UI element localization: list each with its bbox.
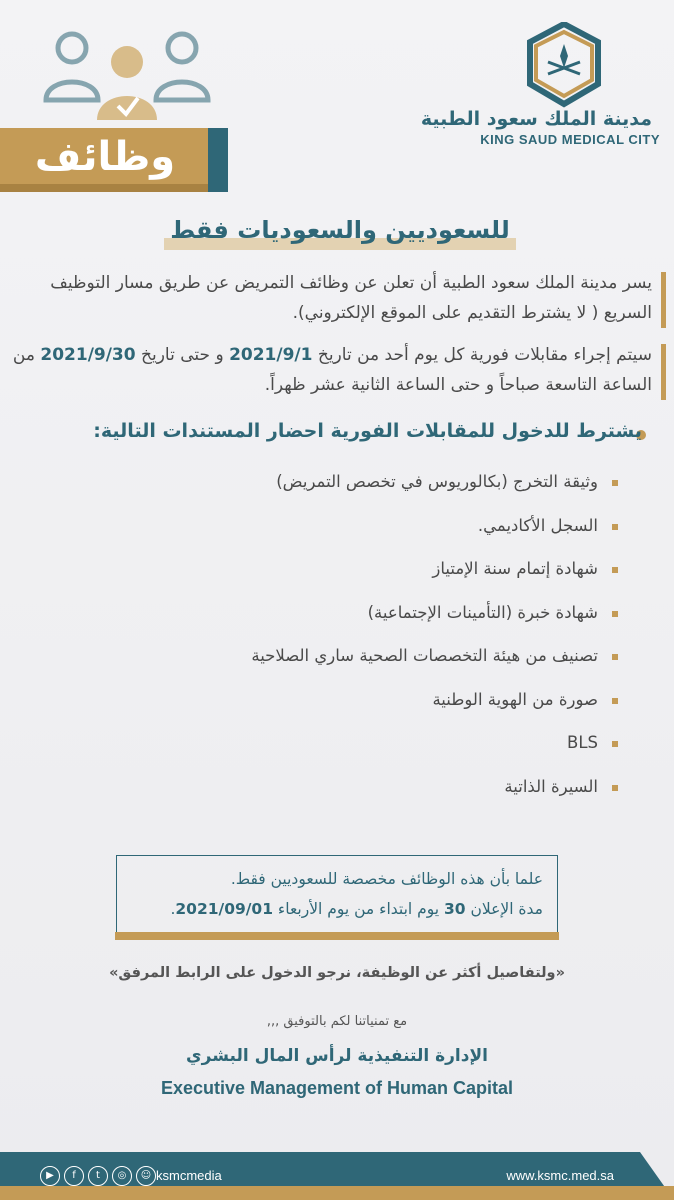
list-bullet [612,785,618,791]
list-bullet [612,698,618,704]
list-bullet [612,741,618,747]
footer-gold-band [0,1186,674,1200]
interview-line-1 [12,340,652,370]
note-suffix: . [170,900,176,918]
requirement-item [38,723,598,767]
list-bullet [612,480,618,486]
twitter-icon[interactable]: t [88,1166,108,1186]
interview-paragraph [12,340,652,400]
social-icons [40,1166,156,1186]
wishes-text: مع تمنياتنا لكم بالتوفيق ,,, [266,1014,408,1029]
interview-line-2: الساعة التاسعة صباحاً و حتى الساعة الثانية عشر ظهراً. [264,375,652,395]
requirement-item [38,462,598,506]
note-mid: يوم ابتداء من يوم الأربعاء [273,900,444,918]
requirement-text: تصنيف من هيئة التخصصات الصحية ساري الصلاحية [251,646,598,665]
jobs-banner [0,128,228,192]
intro-line-2: السريع ( لا يشترط التقديم على الموقع الإلكتروني). [292,303,652,323]
footer [0,1152,674,1200]
requirement-item [38,593,598,637]
website-link[interactable]: www.ksmc.med.sa [506,1168,614,1183]
banner-title: وظائف [34,134,176,180]
requirement-text: صورة من الهوية الوطنية [432,689,598,709]
facebook-icon[interactable]: f [64,1166,84,1186]
snapchat-icon[interactable]: ☺ [136,1166,156,1186]
audience-text: للسعوديين والسعوديات فقط [170,216,510,244]
details-text: «ولتفاصيل أكثر عن الوظيفة، نرجو الدخول على الرابط المرفق» [109,965,565,981]
list-bullet [612,654,618,660]
requirements-list [38,462,598,810]
note-gold-bar [115,932,559,940]
requirement-text: وثيقة التخرج (بكالوريوس في تخصص التمريض) [276,472,598,491]
youtube-icon[interactable]: ▶ [40,1166,60,1186]
people-icon [42,28,212,120]
note-line-2 [133,900,543,918]
interview-suffix: من [12,345,41,365]
requirements-title: يشترط للدخول للمقابلات الفورية احضار المستندات التالية: [93,420,642,442]
note-date: 2021/09/01 [175,900,273,918]
requirement-item [38,767,598,811]
logo-english-text: KING SAUD MEDICAL CITY [480,132,660,147]
requirement-item [38,506,598,550]
department-arabic: الإدارة التنفيذية لرأس المال البشري [186,1046,488,1066]
requirement-item [38,636,598,680]
interview-mid: و حتى تاريخ [135,345,230,365]
note-box [116,855,558,935]
requirement-text: شهادة إتمام سنة الإمتياز [432,559,598,578]
social-handle[interactable]: ksmcmedia [156,1168,222,1183]
paragraph-side-bar [661,272,666,328]
requirement-text: السجل الأكاديمي. [477,515,598,535]
logo-arabic-text: مدينة الملك سعود الطبية [420,108,652,130]
intro-line-1: يسر مدينة الملك سعود الطبية أن تعلن عن وظائف التمريض عن طريق مسار التوظيف [50,273,652,293]
department-english: Executive Management of Human Capital [160,1078,514,1098]
list-bullet [612,524,618,530]
list-bullet [612,611,618,617]
banner-shadow [0,184,208,192]
requirement-text: شهادة خبرة (التأمينات الإجتماعية) [367,602,598,622]
requirement-item [38,549,598,593]
note-days: 30 [443,900,466,918]
ksmc-logo [526,22,602,108]
banner-teal-bar [208,128,228,192]
note-prefix: مدة الإعلان [465,900,543,918]
end-date: 2021/9/30 [40,345,136,365]
requirement-text: BLS [567,733,598,752]
audience-heading [150,216,530,256]
paragraph-side-bar [661,344,666,400]
interview-prefix: سيتم إجراء مقابلات فورية كل يوم أحد من تاريخ [312,345,652,365]
instagram-icon[interactable]: ◎ [112,1166,132,1186]
requirement-text: السيرة الذاتية [504,776,598,796]
intro-paragraph [12,268,652,328]
start-date: 2021/9/1 [229,345,313,365]
list-bullet [612,567,618,573]
requirement-item [38,680,598,724]
note-line-1: علما بأن هذه الوظائف مخصصة للسعوديين فقط. [230,870,543,888]
